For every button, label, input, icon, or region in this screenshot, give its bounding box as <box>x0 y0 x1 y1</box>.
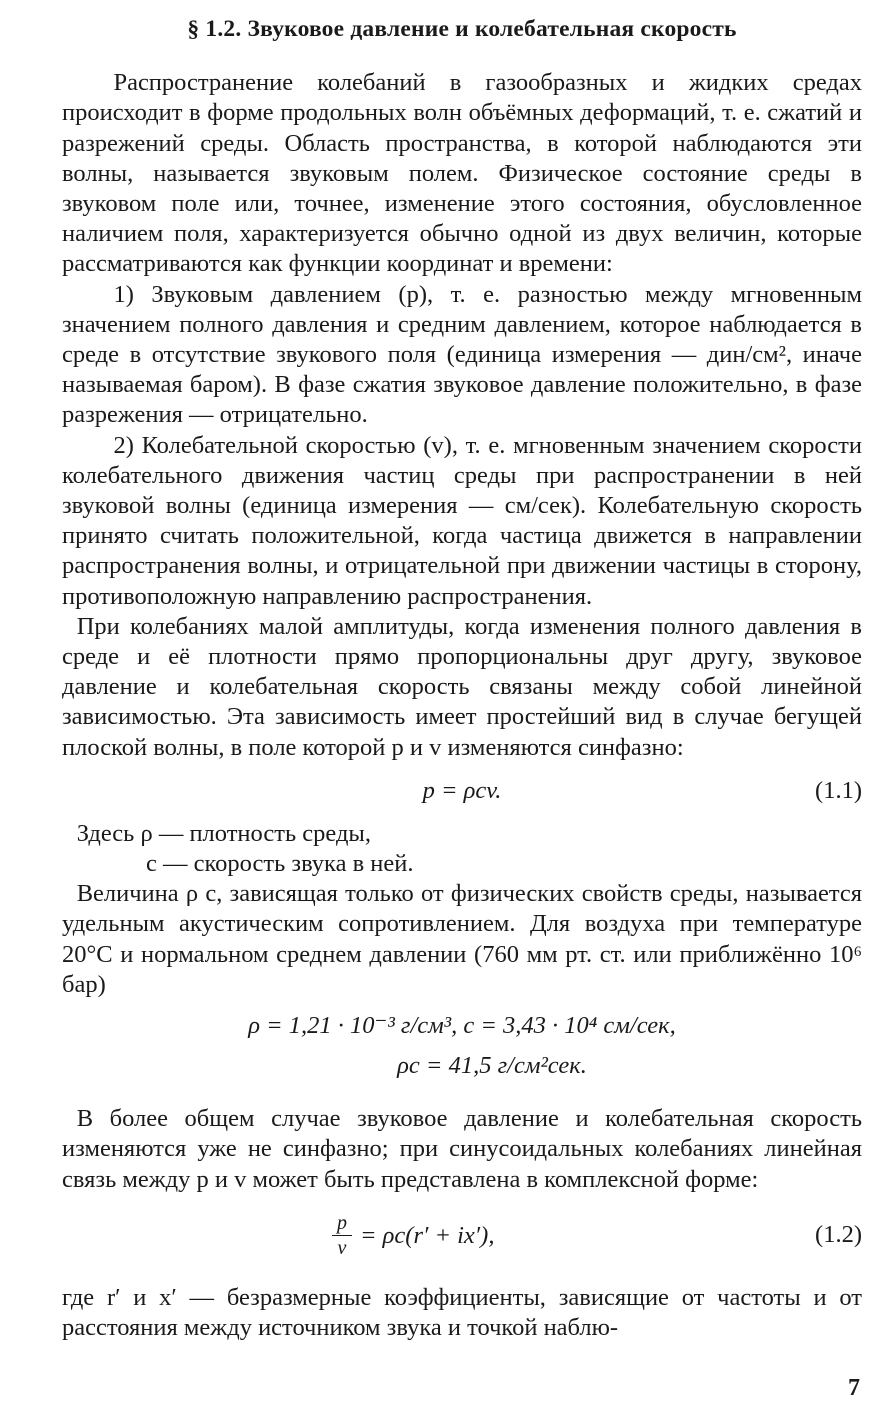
fraction-denominator: v <box>337 1237 347 1260</box>
formula-1-1-expression: p = ρcv. <box>422 776 502 804</box>
formula-air-line-2: ρc = 41,5 г/см²сек. <box>397 1052 587 1080</box>
paragraph-coefficients: где r′ и x′ — безразмерные коэффициенты, зависящие от частоты и от расстояния между источником звука и точкой наблю- <box>62 1283 862 1341</box>
fraction-numerator: p <box>337 1212 347 1235</box>
formula-1-2-number: (1.2) <box>815 1220 862 1248</box>
formula-air-line-1: ρ = 1,21 · 10⁻³ г/см³, c = 3,43 · 10⁴ см/сек, <box>248 1012 676 1040</box>
where-line-speed: c — скорость звука в ней. <box>146 850 414 878</box>
formula-1-2 <box>62 1207 862 1265</box>
formula-1-2-rhs: = ρc(r′ + ix′), <box>360 1221 495 1249</box>
where-line-density: Здесь ρ — плотность среды, <box>76 819 371 847</box>
paragraph-complex-form: В более общем случае звуковое давление и колебательная скорость изменяются уже не синфазно; при синусоидальных колебаниях линейная связь между p и v может быть представлена в комплексной форме: <box>62 1105 862 1193</box>
formula-1-2-expression <box>332 1207 494 1265</box>
paragraph-sound-pressure: 1) Звуковым давлением (p), т. е. разностью между мгновенным значением полного давления и средним давлением, которое наблюдается в среде в отсутствие звукового поля (единица измерения — дин/см², иначе называемая баром). В фазе сжатия звуковое давление положительно, в фазе разрежения — отрицательно. <box>62 280 862 429</box>
section-title: § 1.2. Звуковое давление и колебательная скорость <box>187 16 737 42</box>
fraction-bar <box>332 1235 352 1236</box>
paragraph-small-amplitude: При колебаниях малой амплитуды, когда изменения полного давления в среде и её плотности прямо пропорциональны друг другу, звуковое давление и колебательная скорость связаны между собой линейной зависимостью. Эта зависимость имеет простейший вид в случае бегущей плоской волны, в поле которой p и v изменяются синфазно: <box>62 612 862 761</box>
formula-air-values <box>62 1006 862 1086</box>
page-number: 7 <box>848 1375 860 1401</box>
formula-1-1-number: (1.1) <box>815 776 862 804</box>
fraction-p-over-v <box>332 1212 352 1259</box>
paragraph-intro: Распространение колебаний в газообразных и жидких средах происходит в форме продольных волн объёмных деформаций, т. е. сжатий и разрежений среды. Область пространства, в которой наблюдаются эти волны, называется звуковым полем. Физическое состояние среды в звуковом поле или, точнее, изменение этого состояния, обусловленное наличием поля, характеризуется обычно одной из двух величин, которые рассматриваются как функции координат и времени: <box>62 69 862 278</box>
where-block <box>62 819 862 879</box>
paragraph-impedance: Величина ρ c, зависящая только от физических свойств среды, называется удельным акустическим сопротивлением. Для воздуха при температуре 20°С и нормальном среднем давлении (760 мм рт. ст. или приближённо 10⁶ бар) <box>62 880 862 998</box>
document-page <box>62 14 862 1343</box>
formula-1-1 <box>62 775 862 807</box>
paragraph-velocity: 2) Колебательной скоростью (v), т. е. мгновенным значением скорости колебательного движения частиц среды при распространении в ней звуковой волны (единица измерения — см/сек). Колебательную скорость принято считать положительной, когда частица движется в направлении распространения волны, и отрицательной при движении частицы в сторону, противоположную направлению распространения. <box>62 431 862 610</box>
